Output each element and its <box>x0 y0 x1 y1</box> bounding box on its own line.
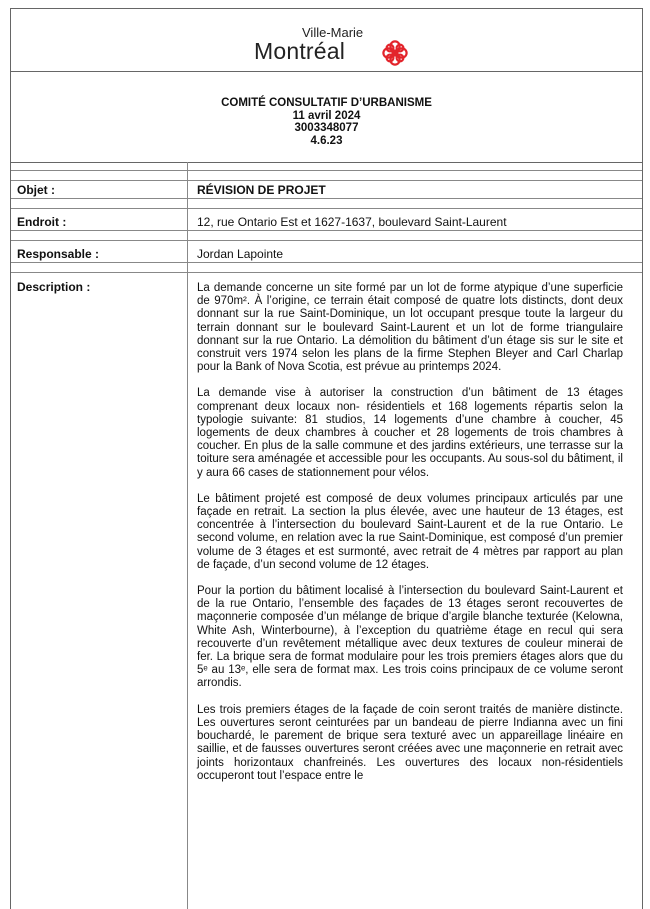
description-paragraph: Pour la portion du bâtiment localisé à l’intersection du boulevard Saint-Laurent et de la rue Ontario, l’ensemble des façades de 13 étages seront recouvertes de maçonnerie composée d’un mélange de brique d’argile blanche texturée (Kelowna, White Ash, Winterbourne), à l’exception du quatrième étage en recul qui sera recouverte d’un revêtement métallique avec deux textures de couleur minerai de fer. La brique sera de format modulaire pour les trois premiers étages alors que du 5ᵉ au 13ᵉ, elle sera de format max. Les trois coins principaux de ce volume seront arrondis. <box>197 585 623 690</box>
meeting-title-block <box>11 71 642 163</box>
description-paragraph: Les trois premiers étages de la façade de coin seront traités de manière distincte. Les ouvertures seront ceinturées par un bandeau de pierre Indianna avec un fini bouchardé, le parement de brique sera texturé avec un appareillage linéaire en saillie, et de fausses ouvertures seront créées avec une maçonnerie en retrait avec joints horizontaux chanfreinés. Les ouvertures des locaux non-résidentiels occuperont tout l’espace entre le <box>197 703 623 782</box>
city-name: Montréal <box>254 38 346 64</box>
objet-value: RÉVISION DE PROJET <box>197 183 326 197</box>
responsable-value: Jordan Lapointe <box>197 247 284 261</box>
description-label: Description : <box>17 280 91 294</box>
document-page <box>10 8 643 909</box>
table-rule <box>11 262 642 263</box>
table-rule <box>11 208 642 209</box>
endroit-value: 12, rue Ontario Est et 1627-1637, boulevard Saint-Laurent <box>197 215 507 229</box>
committee-title: COMITÉ CONSULTATIF D’URBANISME <box>221 97 432 109</box>
column-divider <box>187 162 188 909</box>
table-rule <box>11 240 642 241</box>
meeting-date: 11 avril 2024 <box>292 109 361 122</box>
montreal-rose-logo-icon <box>381 39 409 67</box>
description-paragraph: La demande concerne un site formé par un lot de forme atypique d’une superficie de 970m². À l’origine, ce terrain était composé de quatre lots distincts, dont deux donnant sur la rue Saint-Dominique, un lot occupant presque toute la largeur du terrain donnant sur le boulevard Saint-Laurent et un lot de forme triangulaire donnant sur la rue Ontario. La démolition du bâtiment d’un étage sis sur le site et construit vers 1974 selon les plans de la firme Stephen Bleyer and Carl Charlap pour la Bank of Nova Scotia, est prévue au printemps 2024. <box>197 282 623 374</box>
objet-label: Objet : <box>17 183 55 197</box>
borough-name: Ville-Marie <box>302 25 364 40</box>
table-rule <box>11 272 642 273</box>
logo-header <box>11 9 642 72</box>
table-rule <box>11 198 642 199</box>
description-paragraph: Le bâtiment projeté est composé de deux volumes principaux articulés par une façade en retrait. La section la plus élevée, avec une hauteur de 13 étages, est concentrée à l’intersection du boulevard Saint-Laurent et de la rue Ontario. Le second volume, en relation avec la rue Saint-Dominique, est composé d’un premier volume de 3 étages et est surmonté, avec retrait de 4 mètres par rapport au plan de façade, d’un second volume de 12 étages. <box>197 492 623 571</box>
description-body <box>197 282 623 796</box>
table-rule <box>11 180 642 181</box>
file-number: 3003348077 <box>294 122 359 134</box>
responsable-label: Responsable : <box>17 247 100 261</box>
endroit-label: Endroit : <box>17 215 67 229</box>
table-rule <box>11 230 642 231</box>
agenda-item-number: 4.6.23 <box>310 134 343 147</box>
table-rule <box>11 170 642 171</box>
description-paragraph: La demande vise à autoriser la construction d’un bâtiment de 13 étages comprenant deux locaux non- résidentiels et 168 logements répartis selon la typologie suivante: 81 studios, 14 logements d’une chambre à coucher, 45 logements de deux chambres à coucher et 28 logements de trois chambres à coucher. En plus de la salle commune et des jardins extérieurs, une terrasse sur la toiture sera aménagée et accessible pour les occupants. Au sous-sol du bâtiment, il y aura 66 cases de stationnement pour vélos. <box>197 387 623 479</box>
